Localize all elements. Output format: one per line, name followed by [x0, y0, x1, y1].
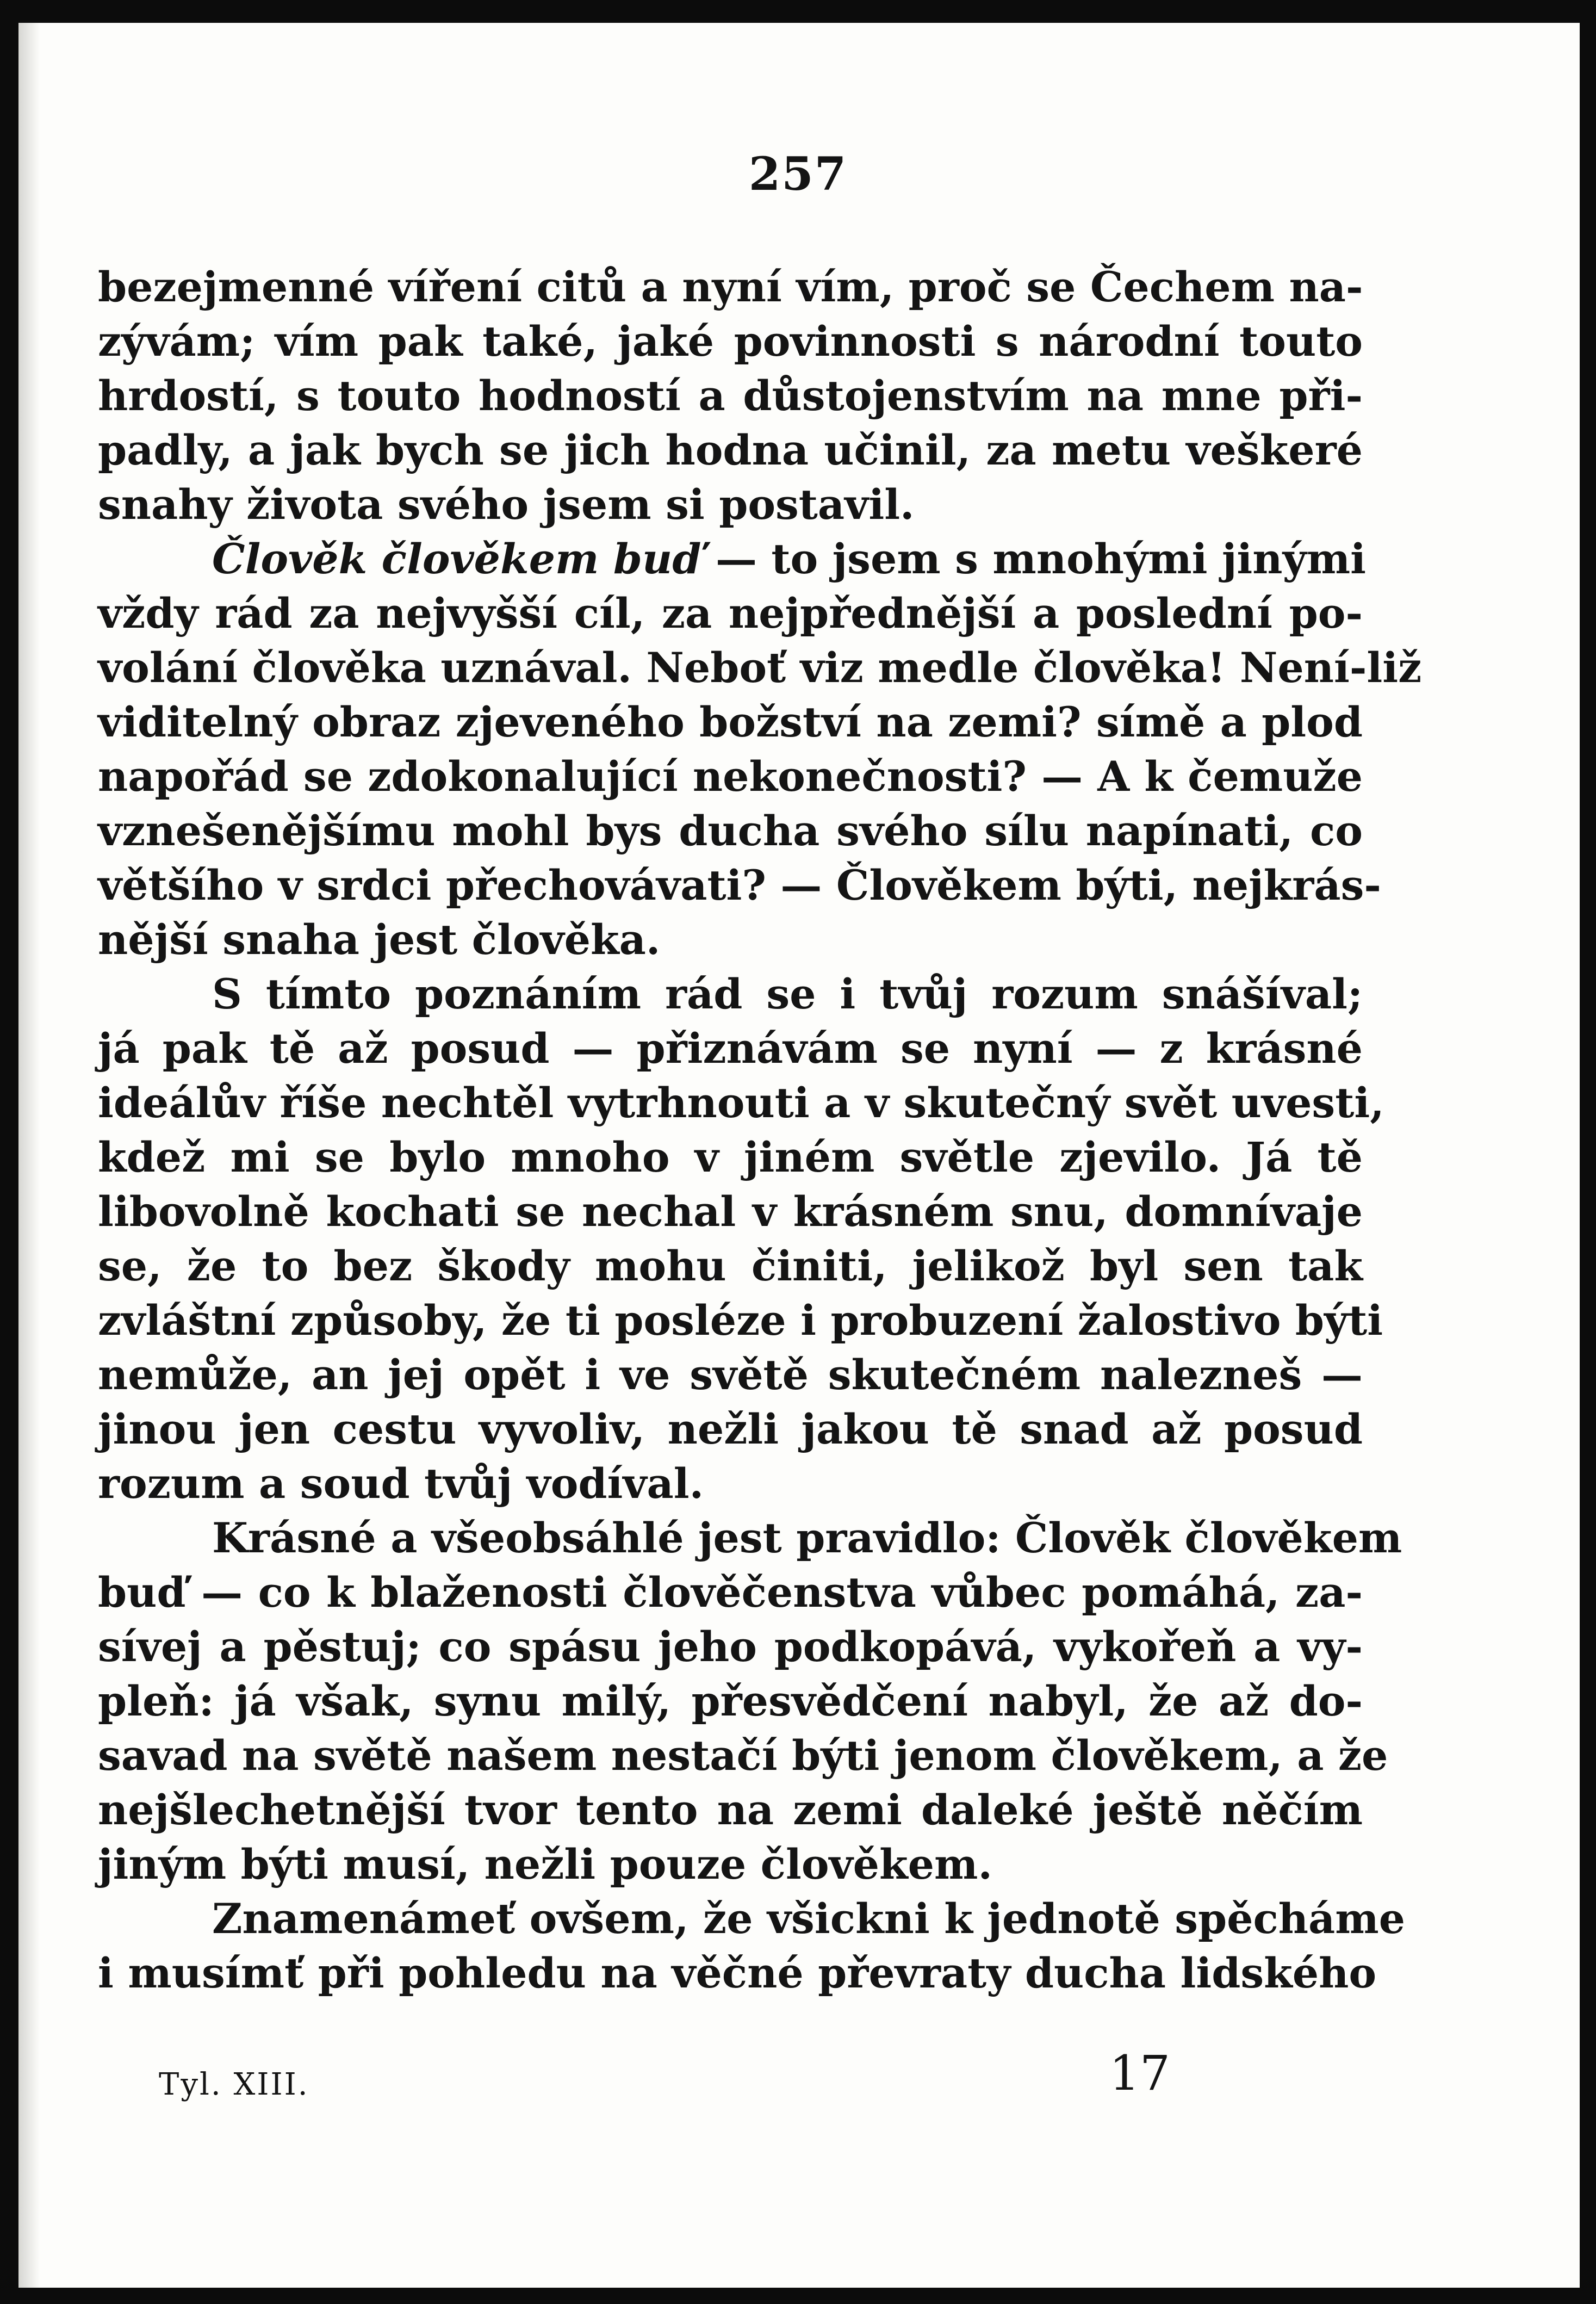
italic-phrase: Člověk člověkem buď [212, 535, 701, 583]
text-line: většího v srdci přechovávati? — Člověkem býti, nejkrás- [98, 861, 1381, 909]
page-footer [0, 2045, 1596, 2105]
text-line: buď — co k blaženosti člověčenstva vůbec pomáhá, za- [98, 1568, 1363, 1616]
text-line: jinou jen cestu vyvoliv, nežli jakou tě snad až posud [98, 1405, 1363, 1453]
text-line: i musímť při pohledu na věčné převraty ducha lidského [98, 1949, 1377, 1997]
binding-shadow [18, 23, 40, 2288]
text-line: savad na světě našem nestačí býti jenom člověkem, a že [98, 1731, 1388, 1780]
text-line: pleň: já však, synu milý, přesvědčení nabyl, že až do- [98, 1677, 1363, 1725]
volume-signature: Tyl. XIII. [159, 2067, 309, 2102]
text-line-rest: — to jsem s mnohými jinými [715, 535, 1367, 583]
text-line: Krásné a všeobsáhlé jest pravidlo: Člověk člověkem [212, 1514, 1402, 1562]
text-line: Znamenámeť ovšem, že všickni k jednotě spěcháme [212, 1894, 1406, 1943]
text-line: vždy rád za nejvyšší cíl, za nejpřednější a poslední po- [98, 589, 1363, 637]
text-line: kdež mi se bylo mnoho v jiném světle zjevilo. Já tě [98, 1133, 1363, 1181]
text-line: se, že to bez škody mohu činiti, jelikož byl sen tak [98, 1242, 1363, 1290]
text-line: jiným býti musí, nežli pouze člověkem. [98, 1840, 992, 1888]
text-line: viditelný obraz zjeveného božství na zemi? símě a plod [98, 698, 1363, 746]
text-line: hrdostí, s touto hodností a důstojenstvím na mne při- [98, 371, 1363, 420]
body-text [98, 260, 1422, 2000]
text-line: nejšlechetnější tvor tento na zemi daleké ještě něčím [98, 1786, 1363, 1834]
text-line: nemůže, an jej opět i ve světě skutečném nalezneš — [98, 1351, 1363, 1399]
text-line: zvláštní způsoby, že ti posléze i probuzení žalostivo býti [98, 1296, 1383, 1345]
text-line: sívej a pěstuj; co spásu jeho podkopává, vykořeň a vy- [98, 1622, 1363, 1671]
text-line: bezejmenné víření citů a nyní vím, proč se Čechem na- [98, 263, 1363, 311]
text-line: rozum a soud tvůj vodíval. [98, 1459, 704, 1508]
text-line: napořád se zdokonalující nekonečnosti? — A k čemuže [98, 752, 1363, 801]
sheet-number: 17 [1109, 2045, 1170, 2101]
text-line-with-italic [98, 532, 1367, 586]
text-line: S tímto poznáním rád se i tvůj rozum snášíval; [212, 970, 1363, 1018]
text-line: padly, a jak bych se jich hodna učinil, za metu veškeré [98, 426, 1363, 474]
text-line: já pak tě až posud — přiznávám se nyní — z krásné [98, 1024, 1363, 1073]
text-line: nější snaha jest člověka. [98, 915, 661, 964]
text-line: volání člověka uznával. Neboť viz medle člověka! Není-liž [98, 643, 1422, 692]
page-number: 257 [748, 147, 848, 201]
text-line: zývám; vím pak také, jaké povinnosti s národní touto [98, 317, 1363, 366]
text-line: snahy života svého jsem si postavil. [98, 480, 915, 529]
text-line: libovolně kochati se nechal v krásném snu, domnívaje [98, 1187, 1363, 1236]
text-line: ideálův říše nechtěl vytrhnouti a v skutečný svět uvesti, [98, 1079, 1384, 1127]
text-line: vznešenějšímu mohl bys ducha svého sílu napínati, co [98, 807, 1363, 855]
